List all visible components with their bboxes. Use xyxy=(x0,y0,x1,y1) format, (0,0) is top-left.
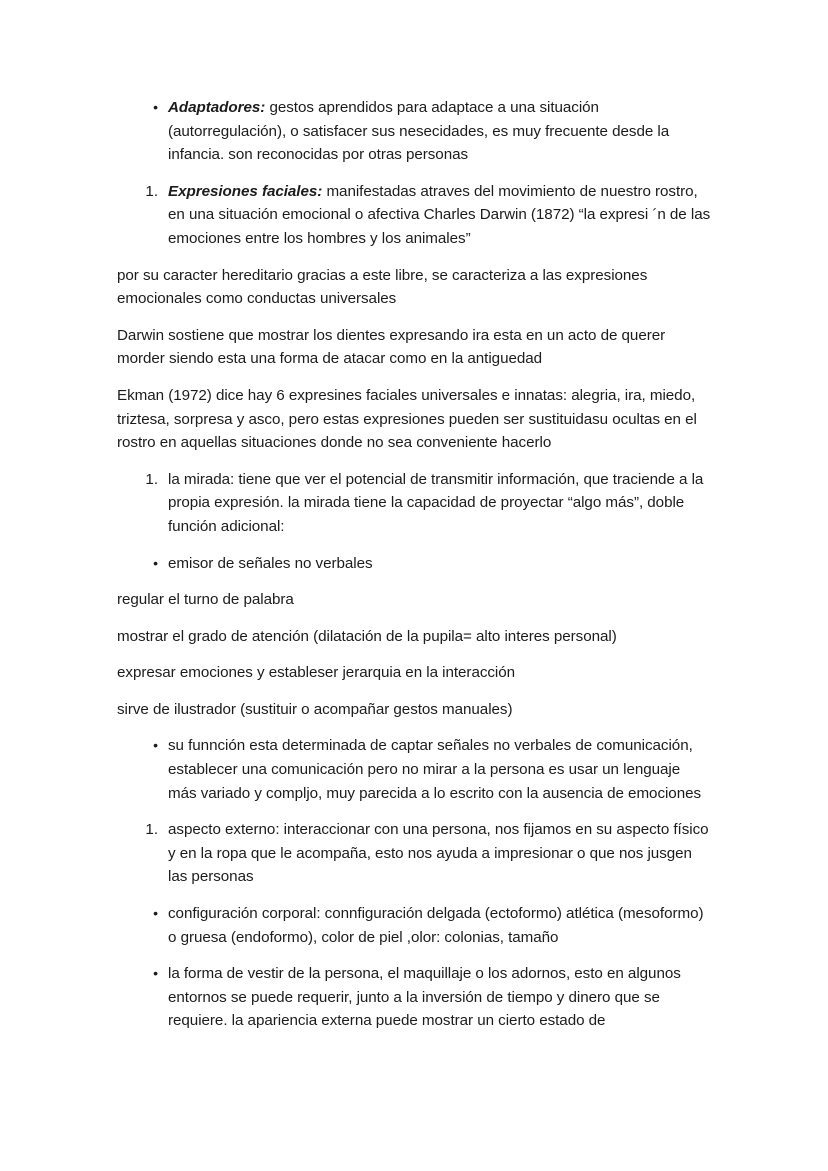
paragraph: sirve de ilustrador (sustituir o acompañar gestos manuales) xyxy=(117,700,513,718)
list-item-text: configuración corporal: connfiguración delgada (ectoformo) atlética (mesoformo) o gruesa (endoformo), color de piel ,olor: colonias, tamaño xyxy=(168,905,704,946)
list-item-text: gestos aprendidos para adaptace a una situación (autorregulación), o satisfacer sus nesecidades, es muy frecuente desde la infancia. son reconocidas por otras personas xyxy=(168,99,670,164)
numbered-list xyxy=(117,818,712,889)
list-item xyxy=(117,902,712,949)
paragraph: Darwin sostiene que mostrar los dientes expresando ira esta en un acto de querer morder siendo esta una forma de atacar como en la antiguedad xyxy=(117,326,666,368)
list-bullet-icon: • xyxy=(153,554,158,571)
paragraph: expresar emociones y estableser jerarquia en la interacción xyxy=(117,664,516,682)
list-item xyxy=(117,734,712,805)
list-item-text: emisor de señales no verbales xyxy=(168,554,373,572)
list-item-text: aspecto externo: interaccionar con una persona, nos fijamos en su aspecto físico y en la ropa que le acompaña, esto nos ayuda a impresionar o que nos jusgen las personas xyxy=(168,821,709,886)
paragraph: por su caracter hereditario gracias a este libre, se caracteriza a las expresiones emocionales como conductas universales xyxy=(117,266,648,308)
paragraph: Ekman (1972) dice hay 6 expresines faciales universales e innatas: alegria, ira, miedo, triztesa, sorpresa y asco, pero estas expresiones pueden ser sustituidasu ocultas en el rostro en aquellas situaciones donde no sea conveniente hacerlo xyxy=(117,386,697,452)
list-item-lead: Expresiones faciales: xyxy=(168,182,323,200)
list-item xyxy=(117,96,712,167)
list-item xyxy=(117,552,712,576)
list-item-text: la mirada: tiene que ver el potencial de transmitir información, que traciende a la propia expresión. la mirada tiene la capacidad de proyectar “algo más”, doble función adicional: xyxy=(168,470,704,535)
bulleted-list xyxy=(117,902,712,1033)
bulleted-list xyxy=(117,96,712,167)
paragraph: mostrar el grado de atención (dilatación de la pupila= alto interes personal) xyxy=(117,627,617,645)
list-bullet-icon: • xyxy=(153,965,158,982)
list-item-text: su funnción esta determinada de captar señales no verbales de comunicación, establecer una comunicación pero no mirar a la persona es usar un lenguaje más variado y compljo, muy parecida a lo escrito con la ausencia de emociones xyxy=(168,737,702,802)
list-item xyxy=(117,468,712,539)
list-number-marker: 1. xyxy=(145,470,158,488)
list-item-text: la forma de vestir de la persona, el maquillaje o los adornos, esto en algunos entornos se puede requerir, junto a la inversión de tiempo y dinero que se requiere. la apariencia externa puede mostrar un cierto estado de xyxy=(168,965,681,1030)
list-item xyxy=(117,962,712,1033)
bulleted-list xyxy=(117,552,712,576)
list-bullet-icon: • xyxy=(153,99,158,115)
list-item xyxy=(117,180,712,251)
list-item-text: manifestadas atraves del movimiento de nuestro rostro, en una situación emocional o afectiva Charles Darwin (1872) “la expresi ´n de las emociones entre los hombres y los animales” xyxy=(168,182,711,247)
list-item xyxy=(117,818,712,889)
numbered-list xyxy=(117,180,712,251)
document-body xyxy=(117,96,712,1033)
list-bullet-icon: • xyxy=(153,737,158,754)
numbered-list xyxy=(117,468,712,539)
list-number-marker: 1. xyxy=(145,821,158,839)
paragraph: regular el turno de palabra xyxy=(117,591,294,609)
bulleted-list xyxy=(117,734,712,805)
list-item-lead: Adaptadores: xyxy=(168,99,266,116)
list-bullet-icon: • xyxy=(153,905,158,922)
list-number-marker: 1. xyxy=(145,182,158,200)
